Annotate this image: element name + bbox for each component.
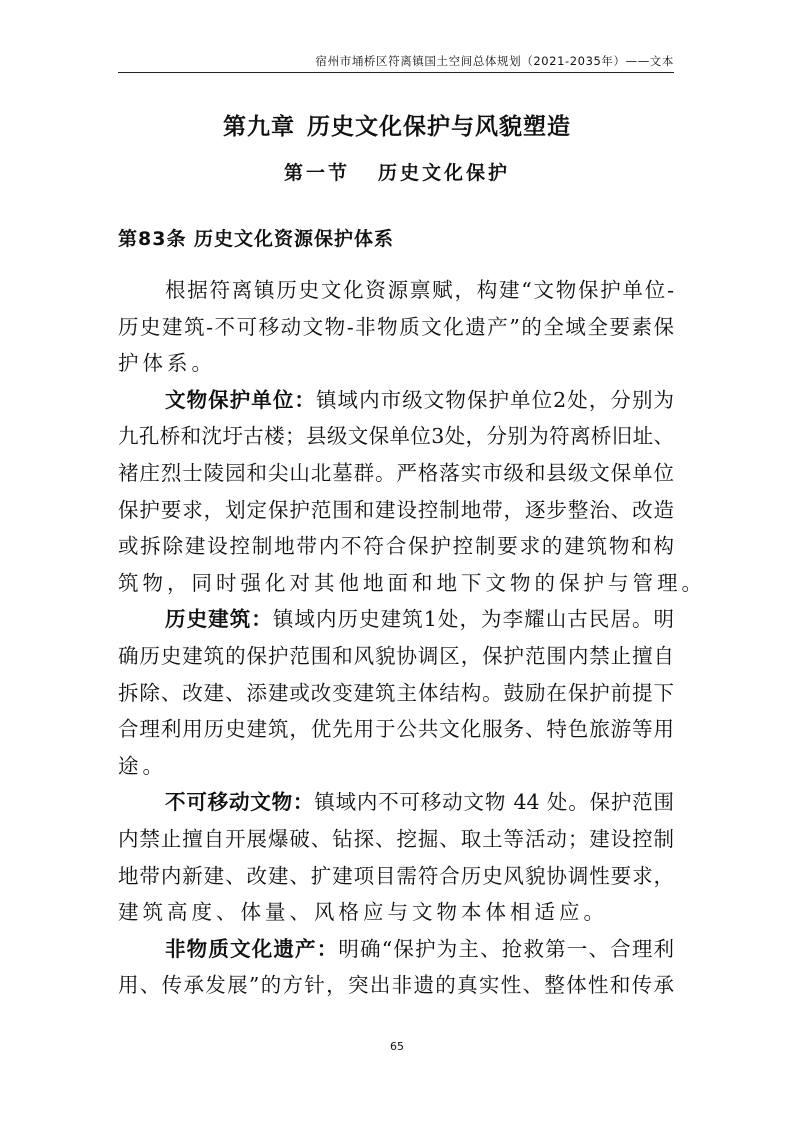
paragraph-line	[118, 858, 674, 895]
paragraph-line	[118, 565, 706, 602]
paragraph-text: 根据符离镇历史文化资源禀赋，构建“文物保护单位-	[165, 278, 674, 302]
chapter-title	[0, 108, 794, 141]
chapter-name: 历史文化保护与风貌塑造	[307, 114, 571, 140]
paragraph-lead: 文物保护单位：	[165, 387, 316, 412]
paragraph-line	[118, 272, 674, 309]
paragraph-text: 褚庄烈士陵园和尖山北墓群。严格落实市级和县级文保单位	[118, 460, 674, 485]
paragraph-line	[118, 931, 674, 968]
paragraph-text: 途。	[118, 753, 167, 778]
paragraph-line	[118, 528, 674, 565]
paragraph-line	[118, 967, 674, 1004]
paragraph-text: 合理利用历史建筑，优先用于公共文化服务、特色旅游等用	[118, 717, 674, 742]
paragraph-lead: 不可移动文物：	[165, 790, 315, 815]
paragraph-lead: 历史建筑：	[165, 607, 273, 632]
paragraph-lead: 非物质文化遗产：	[165, 936, 339, 961]
section-name: 历史文化保护	[378, 162, 511, 184]
paragraph-line	[118, 638, 674, 675]
paragraph-text: 地带内新建、改建、扩建项目需符合历史风貌协调性要求，	[118, 863, 674, 888]
paragraph-text: 历史建筑-不可移动文物-非物质文化遗产”的全域全要素保	[118, 314, 674, 339]
chapter-number: 第九章	[223, 114, 295, 140]
page-number: 65	[390, 1040, 404, 1053]
paragraph-text: 镇域内历史建筑1处，为李耀山古民居。明	[272, 607, 675, 632]
paragraph-line	[118, 382, 674, 419]
paragraph-line	[118, 821, 674, 858]
section-number: 第一节	[283, 162, 350, 184]
paragraph-line	[118, 492, 674, 529]
paragraph-text: 或拆除建设控制地带内不符合保护控制要求的建筑物和构	[118, 534, 674, 559]
paragraph-text: 内禁止擅自开展爆破、钻探、挖掘、取土等活动；建设控制	[118, 826, 674, 851]
article-heading: 第83条 历史文化资源保护体系	[118, 228, 395, 250]
paragraph-line	[118, 309, 674, 346]
paragraph-line	[118, 418, 674, 455]
paragraph-line	[118, 601, 674, 638]
paragraph-text: 九孔桥和沈圩古楼；县级文保单位3处，分别为符离桥旧址、	[118, 424, 674, 449]
paragraph-text: 拆除、改建、添建或改变建筑主体结构。鼓励在保护前提下	[118, 680, 674, 705]
running-header: 宿州市埇桥区符离镇国土空间总体规划（2021-2035年）——文本	[118, 52, 674, 73]
paragraph-line	[118, 894, 674, 931]
paragraph-text: 明确“保护为主、抢救第一、合理利	[338, 936, 675, 961]
paragraph-text: 镇域内市级文物保护单位2处，分别为	[315, 387, 675, 412]
paragraph-text: 建筑高度、体量、风格应与文物本体相适应。	[118, 900, 608, 925]
section-title	[0, 158, 794, 185]
paragraph-line	[118, 345, 674, 382]
paragraph-text: 确历史建筑的保护范围和风貌协调区，保护范围内禁止擅自	[118, 643, 674, 668]
paragraph-text: 护体系。	[118, 351, 216, 376]
paragraph-text: 保护要求，划定保护范围和建设控制地带，逐步整治、改造	[118, 497, 674, 522]
paragraph-text: 用、传承发展”的方针，突出非遗的真实性、整体性和传承	[118, 973, 674, 998]
paragraph-line	[118, 748, 674, 785]
paragraph-line	[118, 675, 674, 712]
paragraph-line	[118, 455, 674, 492]
paragraph-text: 筑物，同时强化对其他地面和地下文物的保护与管理。	[118, 570, 706, 595]
paragraph-line	[118, 784, 674, 821]
body-text	[118, 272, 706, 1004]
paragraph-text: 镇域内不可移动文物 44 处。保护范围	[314, 790, 674, 815]
paragraph-line	[118, 711, 674, 748]
